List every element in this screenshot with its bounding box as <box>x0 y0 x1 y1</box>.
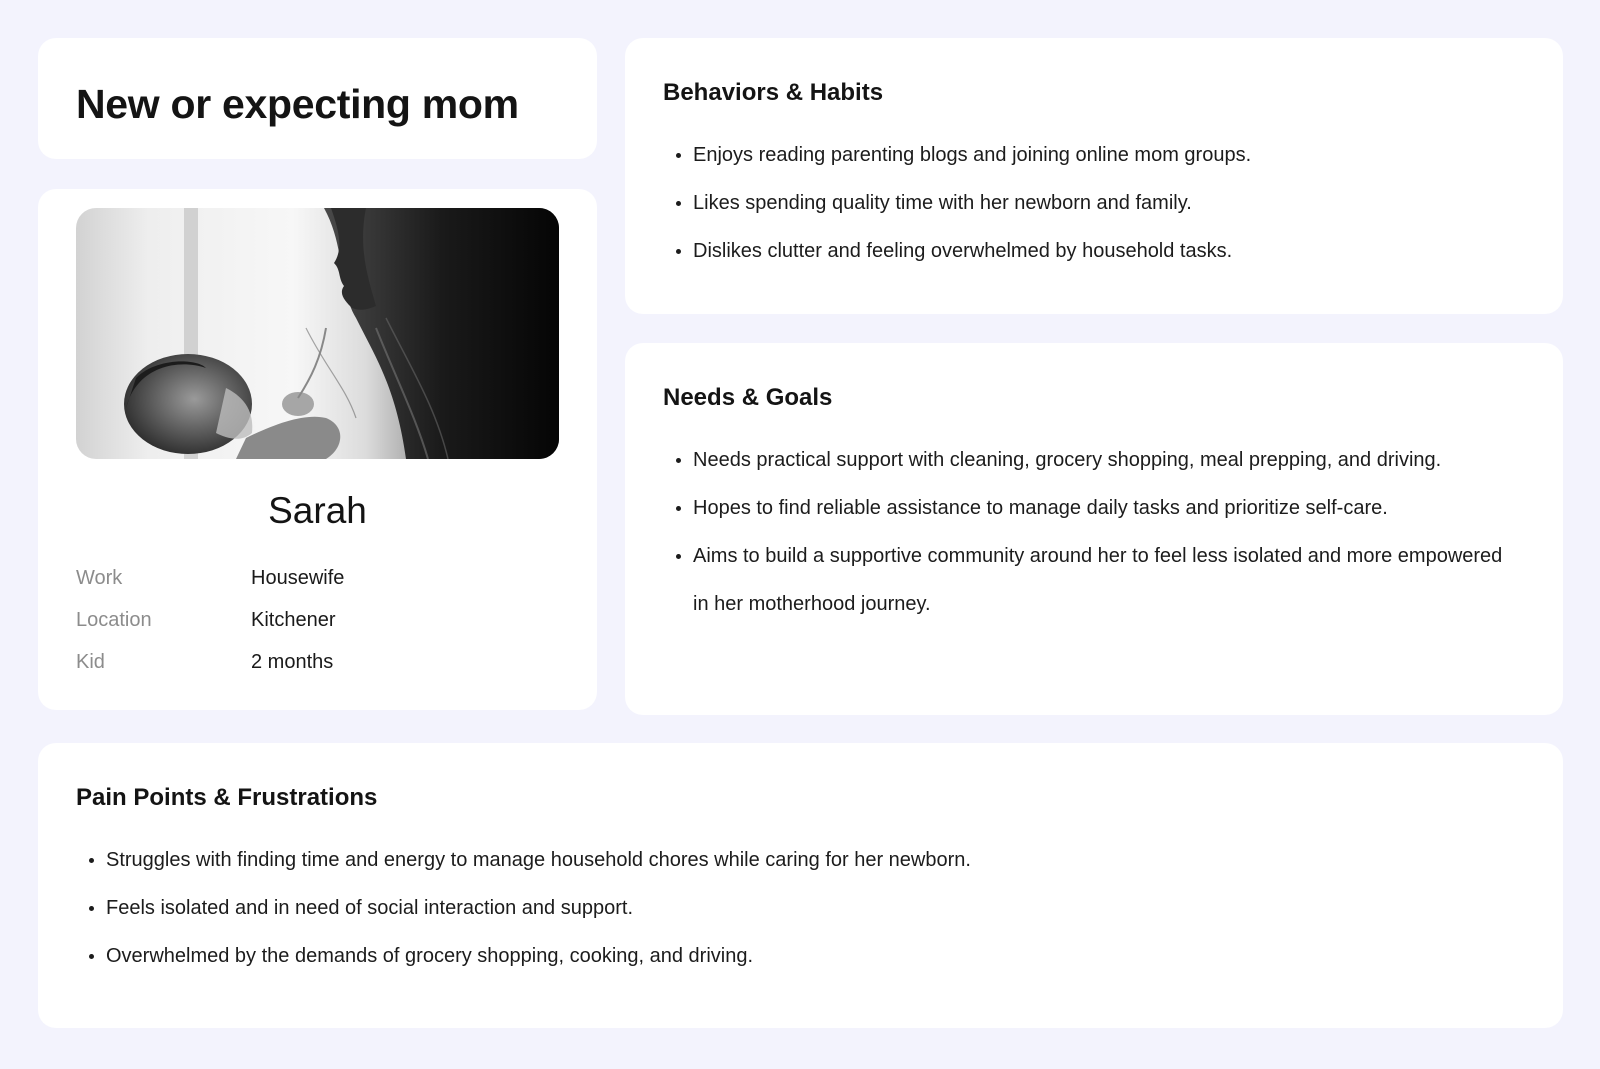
attribute-label: Kid <box>76 651 105 673</box>
attribute-row-work <box>76 564 556 592</box>
list-item: Overwhelmed by the demands of grocery shopping, cooking, and driving. <box>76 932 1523 980</box>
attribute-label: Work <box>76 567 123 589</box>
list-item: Likes spending quality time with her newborn and family. <box>663 179 1523 227</box>
section-title: Pain Points & Frustrations <box>76 784 378 811</box>
pain-points-card <box>38 743 1563 1028</box>
list-item: Needs practical support with cleaning, grocery shopping, meal prepping, and driving. <box>663 436 1523 484</box>
list-item: Hopes to find reliable assistance to manage daily tasks and prioritize self-care. <box>663 484 1523 532</box>
mother-and-baby-photo-image <box>76 208 559 459</box>
section-title: Needs & Goals <box>663 384 833 411</box>
behaviors-habits-card <box>625 38 1563 314</box>
list-item: Struggles with finding time and energy to manage household chores while caring for her newborn. <box>76 836 1523 884</box>
attribute-value: Kitchener <box>251 609 336 631</box>
behaviors-list <box>663 131 1523 275</box>
list-item: Dislikes clutter and feeling overwhelmed by household tasks. <box>663 227 1523 275</box>
needs-goals-card <box>625 343 1563 715</box>
list-item: Aims to build a supportive community around her to feel less isolated and more empowered in her motherhood journey. <box>663 532 1523 628</box>
attribute-row-location <box>76 606 556 634</box>
section-title: Behaviors & Habits <box>663 79 884 106</box>
persona-title-card <box>38 38 597 159</box>
attribute-label: Location <box>76 609 152 631</box>
attribute-value: 2 months <box>251 651 334 673</box>
persona-title: New or expecting mom <box>76 81 519 127</box>
persona-photo <box>76 208 559 459</box>
persona-name: Sarah <box>268 490 367 531</box>
profile-card <box>38 189 597 710</box>
attribute-row-kid <box>76 648 556 676</box>
list-item: Enjoys reading parenting blogs and joining online mom groups. <box>663 131 1523 179</box>
attribute-value: Housewife <box>251 567 345 589</box>
needs-list <box>663 436 1523 628</box>
pain-points-list <box>76 836 1523 980</box>
list-item: Feels isolated and in need of social interaction and support. <box>76 884 1523 932</box>
